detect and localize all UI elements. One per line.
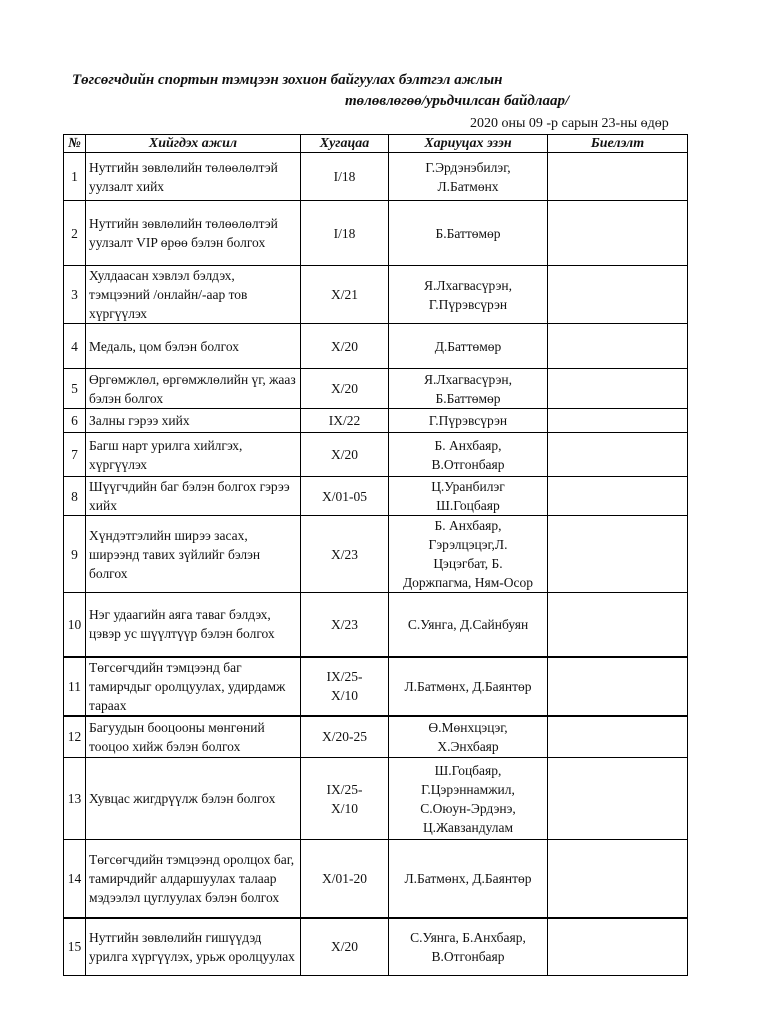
- table-row: [64, 369, 688, 409]
- row-task: Төгсөгчдийн тэмцээнд оролцох баг, тамирчдийг алдаршуулах талаар мэдээлэл цуглуулах бэлэн болгох: [86, 840, 301, 918]
- row-task: Хулдаасан хэвлэл бэлдэх, тэмцээний /онлайн/-аар тов хүргүүлэх: [86, 266, 301, 324]
- responsible-person: Л.Батмөнх, Д.Баянтөр: [404, 678, 532, 694]
- row-duration: [301, 840, 389, 918]
- responsible-person: Ш.Гоцбаяр: [436, 498, 500, 513]
- responsible-person: Б. Анхбаяр,: [434, 437, 502, 453]
- row-responsible: [389, 657, 548, 716]
- table-row: [64, 433, 688, 477]
- row-number: 1: [64, 153, 86, 201]
- row-task: Багш нарт урилга хийлгэх, хүргүүлэх: [86, 433, 301, 477]
- row-number: 7: [64, 433, 86, 477]
- responsible-person: Л.Батмөнх, Д.Баянтөр: [404, 870, 532, 886]
- responsible-person: Г.Цэрэннамжил,: [421, 781, 515, 797]
- row-task: Залны гэрээ хийх: [86, 409, 301, 433]
- row-task: Нутгийн зөвлөлийн гишүүдэд урилга хүргүүлэх, урьж оролцуулах: [86, 918, 301, 976]
- responsible-person: Б. Анхбаяр,: [434, 518, 502, 533]
- row-status: [548, 324, 688, 369]
- row-status: [548, 266, 688, 324]
- responsible-person: Д.Баттөмөр: [434, 338, 502, 354]
- responsible-person: Ц.Уранбилэг: [431, 479, 505, 494]
- row-responsible: [389, 593, 548, 657]
- table-row: [64, 324, 688, 369]
- duration-line: X/20: [331, 939, 358, 955]
- responsible-person: Г.Пүрэвсүрэн: [428, 413, 508, 428]
- responsible-person: Я.Лхагвасүрэн,: [423, 277, 513, 293]
- responsible-person: Доржпагма, Ням-Осор: [402, 575, 534, 590]
- row-status: [548, 201, 688, 266]
- responsible-person: Я.Лхагвасүрэн,: [423, 371, 513, 387]
- row-duration: [301, 153, 389, 201]
- row-responsible: [389, 266, 548, 324]
- duration-line: X/23: [331, 546, 358, 562]
- row-task: Өргөмжлөл, өргөмжлөлийн үг, жааз бэлэн болгох: [86, 369, 301, 409]
- duration-line: I/18: [333, 225, 356, 241]
- duration-line: X/20: [331, 338, 358, 354]
- duration-line: IX/25-: [326, 781, 363, 797]
- row-status: [548, 593, 688, 657]
- document-title-line-1: Төгсөгчдийн спортын тэмцээн зохион байгуулах бэлтгэл ажлын: [72, 72, 503, 88]
- table-row: [64, 153, 688, 201]
- row-number: 10: [64, 593, 86, 657]
- header-duration: Хугацаа: [301, 135, 389, 153]
- row-duration: [301, 324, 389, 369]
- responsible-person: В.Отгонбаяр: [431, 456, 505, 472]
- row-number: 9: [64, 516, 86, 593]
- row-responsible: [389, 324, 548, 369]
- duration-line: X/01-20: [322, 870, 367, 886]
- table-row: [64, 593, 688, 657]
- row-number: 11: [64, 657, 86, 716]
- table-row: [64, 409, 688, 433]
- row-task: Хүндэтгэлийн ширээ засах, ширээнд тавих зүйлийг бэлэн болгох: [86, 516, 301, 593]
- header-task: Хийгдэх ажил: [86, 135, 301, 153]
- row-status: [548, 758, 688, 840]
- row-task: Медаль, цом бэлэн болгох: [86, 324, 301, 369]
- row-status: [548, 657, 688, 716]
- row-number: 14: [64, 840, 86, 918]
- row-responsible: [389, 716, 548, 758]
- row-duration: [301, 201, 389, 266]
- row-duration: [301, 516, 389, 593]
- row-number: 8: [64, 477, 86, 516]
- table-row: [64, 758, 688, 840]
- row-number: 2: [64, 201, 86, 266]
- row-status: [548, 840, 688, 918]
- row-duration: [301, 266, 389, 324]
- row-duration: [301, 758, 389, 840]
- row-duration: [301, 433, 389, 477]
- responsible-person: Гэрэлцэцэг,Л.: [428, 537, 508, 552]
- row-responsible: [389, 153, 548, 201]
- responsible-person: С.Уянга, Б.Анхбаяр,: [410, 929, 526, 945]
- row-responsible: [389, 409, 548, 433]
- row-responsible: [389, 758, 548, 840]
- row-status: [548, 716, 688, 758]
- responsible-person: Ш.Гоцбаяр,: [434, 762, 502, 778]
- duration-line: IX/25-: [326, 669, 363, 684]
- responsible-person: Б.Баттөмөр: [435, 390, 501, 406]
- responsible-person: Цэцэгбат, Б.: [433, 556, 503, 571]
- document-title-line-2: төлөвлөгөө/урьдчилсан байдлаар/: [345, 93, 570, 109]
- plan-table: [63, 134, 688, 976]
- table-row: [64, 477, 688, 516]
- row-duration: [301, 716, 389, 758]
- table-row: [64, 840, 688, 918]
- row-status: [548, 153, 688, 201]
- row-task: Нутгийн зөвлөлийн төлөөлөлтэй уулзалт хийх: [86, 153, 301, 201]
- row-number: 15: [64, 918, 86, 976]
- duration-line: X/20-25: [322, 729, 367, 745]
- row-duration: [301, 593, 389, 657]
- responsible-person: Х.Энхбаяр: [437, 738, 499, 754]
- row-task: Нутгийн зөвлөлийн төлөөлөлтэй уулзалт VIP өрөө бэлэн болгох: [86, 201, 301, 266]
- row-number: 6: [64, 409, 86, 433]
- table-row: [64, 266, 688, 324]
- row-number: 3: [64, 266, 86, 324]
- row-number: 12: [64, 716, 86, 758]
- duration-line: X/01-05: [322, 488, 367, 504]
- row-task: Хувцас жигдрүүлж бэлэн болгох: [86, 758, 301, 840]
- row-status: [548, 369, 688, 409]
- header-responsible: Хариуцах эзэн: [389, 135, 548, 153]
- table-row: [64, 918, 688, 976]
- row-status: [548, 477, 688, 516]
- duration-line: X/23: [331, 616, 358, 632]
- row-responsible: [389, 369, 548, 409]
- row-status: [548, 516, 688, 593]
- row-task: Шүүгчдийн баг бэлэн болгох гэрээ хийх: [86, 477, 301, 516]
- row-duration: [301, 369, 389, 409]
- row-responsible: [389, 433, 548, 477]
- responsible-person: Ө.Мөнхцэцэг,: [428, 719, 508, 735]
- row-responsible: [389, 918, 548, 976]
- row-task: Багуудын бооцооны мөнгөний тооцоо хийж бэлэн болгох: [86, 716, 301, 758]
- duration-line: X/20: [331, 381, 358, 396]
- row-status: [548, 409, 688, 433]
- duration-line: X/10: [331, 800, 358, 816]
- row-number: 13: [64, 758, 86, 840]
- responsible-person: Г.Эрдэнэбилэг,: [425, 159, 511, 175]
- table-row: [64, 201, 688, 266]
- row-responsible: [389, 201, 548, 266]
- header-status: Биелэлт: [548, 135, 688, 153]
- row-responsible: [389, 516, 548, 593]
- duration-line: X/10: [331, 688, 358, 703]
- table-row: [64, 516, 688, 593]
- duration-line: X/21: [331, 287, 358, 302]
- responsible-person: С.Оюун-Эрдэнэ,: [420, 800, 516, 816]
- table-header-row: [64, 135, 688, 153]
- row-duration: [301, 409, 389, 433]
- responsible-person: Ц.Жавзандулам: [422, 819, 514, 835]
- row-status: [548, 918, 688, 976]
- responsible-person: В.Отгонбаяр: [431, 948, 505, 964]
- row-responsible: [389, 840, 548, 918]
- duration-line: IX/22: [328, 413, 361, 428]
- row-responsible: [389, 477, 548, 516]
- row-status: [548, 433, 688, 477]
- table-row: [64, 716, 688, 758]
- row-duration: [301, 477, 389, 516]
- document-date: 2020 оны 09 -р сарын 23-ны өдөр: [470, 116, 669, 131]
- row-number: 5: [64, 369, 86, 409]
- row-task: Нэг удаагийн аяга таваг бэлдэх, цэвэр ус шүүлтүүр бэлэн болгох: [86, 593, 301, 657]
- header-number: №: [64, 135, 86, 153]
- row-task: Төгсөгчдийн тэмцээнд баг тамирчдыг оролцуулах, удирдамж тараах: [86, 657, 301, 716]
- responsible-person: С.Уянга, Д.Сайнбуян: [407, 616, 529, 632]
- duration-line: X/20: [331, 447, 358, 462]
- table-row: [64, 657, 688, 716]
- responsible-person: Л.Батмөнх: [437, 178, 499, 194]
- row-duration: [301, 657, 389, 716]
- row-duration: [301, 918, 389, 976]
- row-number: 4: [64, 324, 86, 369]
- duration-line: I/18: [333, 169, 356, 184]
- responsible-person: Б.Баттөмөр: [435, 225, 501, 241]
- responsible-person: Г.Пүрэвсүрэн: [428, 296, 508, 312]
